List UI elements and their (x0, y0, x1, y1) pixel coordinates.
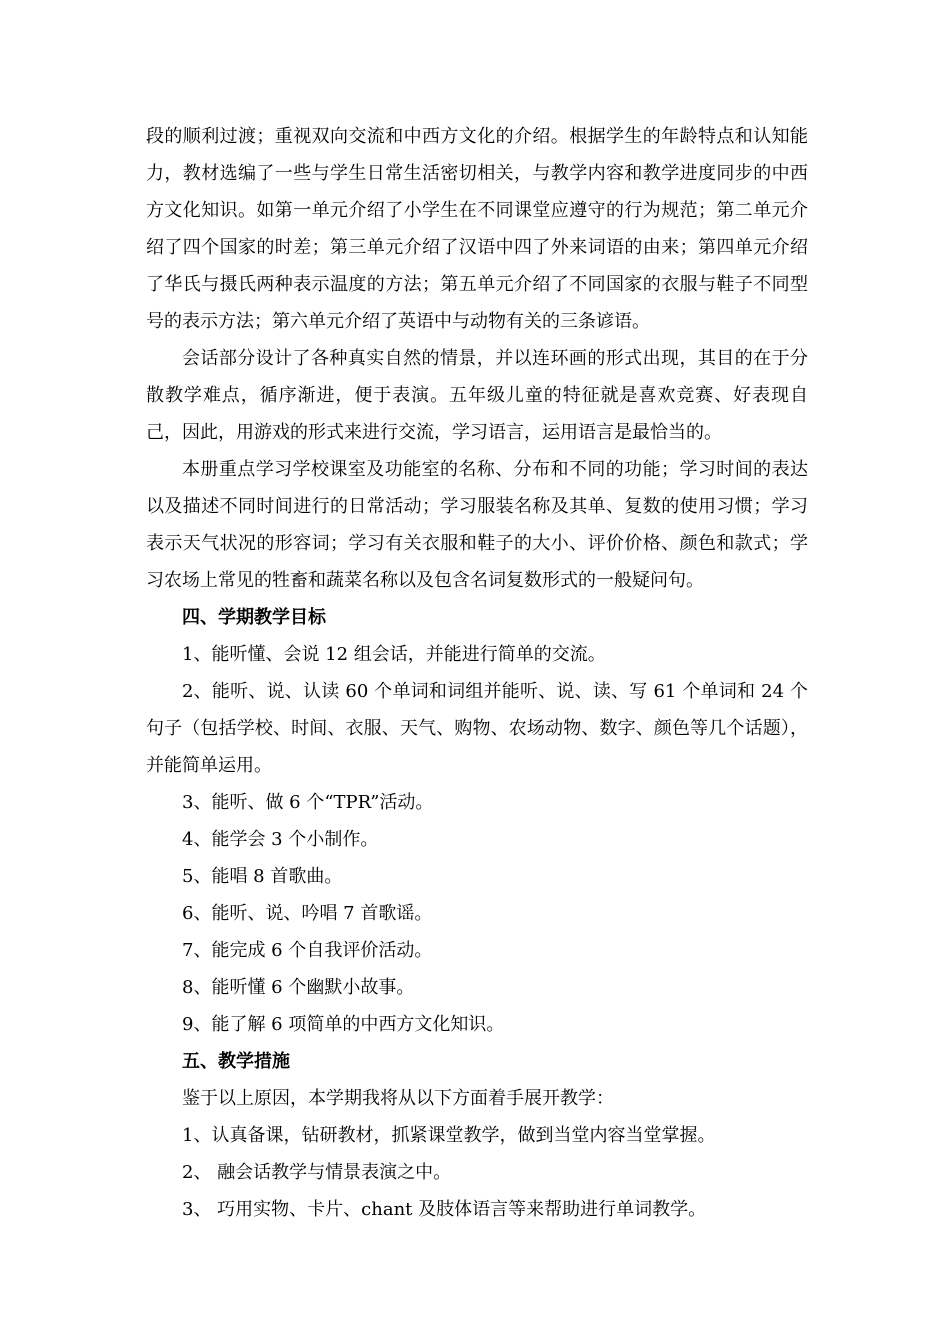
section-heading-goals: 四、学期教学目标 (182, 607, 326, 628)
goal-item: 6、能听、说、吟唱 7 首歌谣。 (182, 903, 433, 924)
goal-item: 2、能听、说、认读 60 个单词和词组并能听、说、读、写 61 个单词和 24 个句子（包括学校、时间、衣服、天气、购物、农场动物、数字、颜色等几个话题），并能简单运用。 (146, 681, 808, 776)
goal-item: 9、能了解 6 项简单的中西方文化知识。 (182, 1014, 505, 1035)
goal-item: 3、能听、做 6 个“TPR”活动。 (182, 792, 434, 813)
paragraph-culture: 段的顺利过渡；重视双向交流和中西方文化的介绍。根据学生的年龄特点和认知能力，教材选编了一些与学生日常生活密切相关，与教学内容和教学进度同步的中西方文化知识。如第一单元介绍了小学生在不同课堂应遵守的行为规范；第二单元介绍了四个国家的时差；第三单元介绍了汉语中四了外来词语的由来；第四单元介绍了华氏与摄氏两种表示温度的方法；第五单元介绍了不同国家的衣服与鞋子不同型号的表示方法；第六单元介绍了英语中与动物有关的三条谚语。 (146, 126, 808, 332)
goal-item: 8、能听懂 6 个幽默小故事。 (182, 977, 415, 998)
measure-item: 3、 巧用实物、卡片、chant 及肢体语言等来帮助进行单词教学。 (182, 1199, 707, 1220)
goal-item: 4、能学会 3 个小制作。 (182, 829, 379, 850)
goal-item: 1、能听懂、会说 12 组会话，并能进行简单的交流。 (182, 644, 606, 665)
goal-item: 5、能唱 8 首歌曲。 (182, 866, 343, 887)
measure-item: 2、 融会话教学与情景表演之中。 (182, 1162, 452, 1183)
document-body (146, 118, 808, 1228)
measure-item: 1、认真备课，钻研教材，抓紧课堂教学，做到当堂内容当堂掌握。 (182, 1125, 716, 1146)
goal-item: 7、能完成 6 个自我评价活动。 (182, 940, 433, 961)
paragraph-dialogue: 会话部分设计了各种真实自然的情景，并以连环画的形式出现，其目的在于分散教学难点，循序渐进，便于表演。五年级儿童的特征就是喜欢竞赛、好表现自己，因此，用游戏的形式来进行交流，学习语言，运用语言是最恰当的。 (146, 348, 808, 443)
paragraph-focus: 本册重点学习学校课室及功能室的名称、分布和不同的功能；学习时间的表达以及描述不同时间进行的日常活动；学习服装名称及其单、复数的使用习惯；学习表示天气状况的形容词；学习有关衣服和鞋子的大小、评价价格、颜色和款式；学习农场上常见的牲畜和蔬菜名称以及包含名词复数形式的一般疑问句。 (146, 459, 808, 591)
section-heading-measures: 五、教学措施 (182, 1051, 290, 1072)
measures-intro: 鉴于以上原因，本学期我将从以下方面着手展开教学： (182, 1088, 614, 1109)
